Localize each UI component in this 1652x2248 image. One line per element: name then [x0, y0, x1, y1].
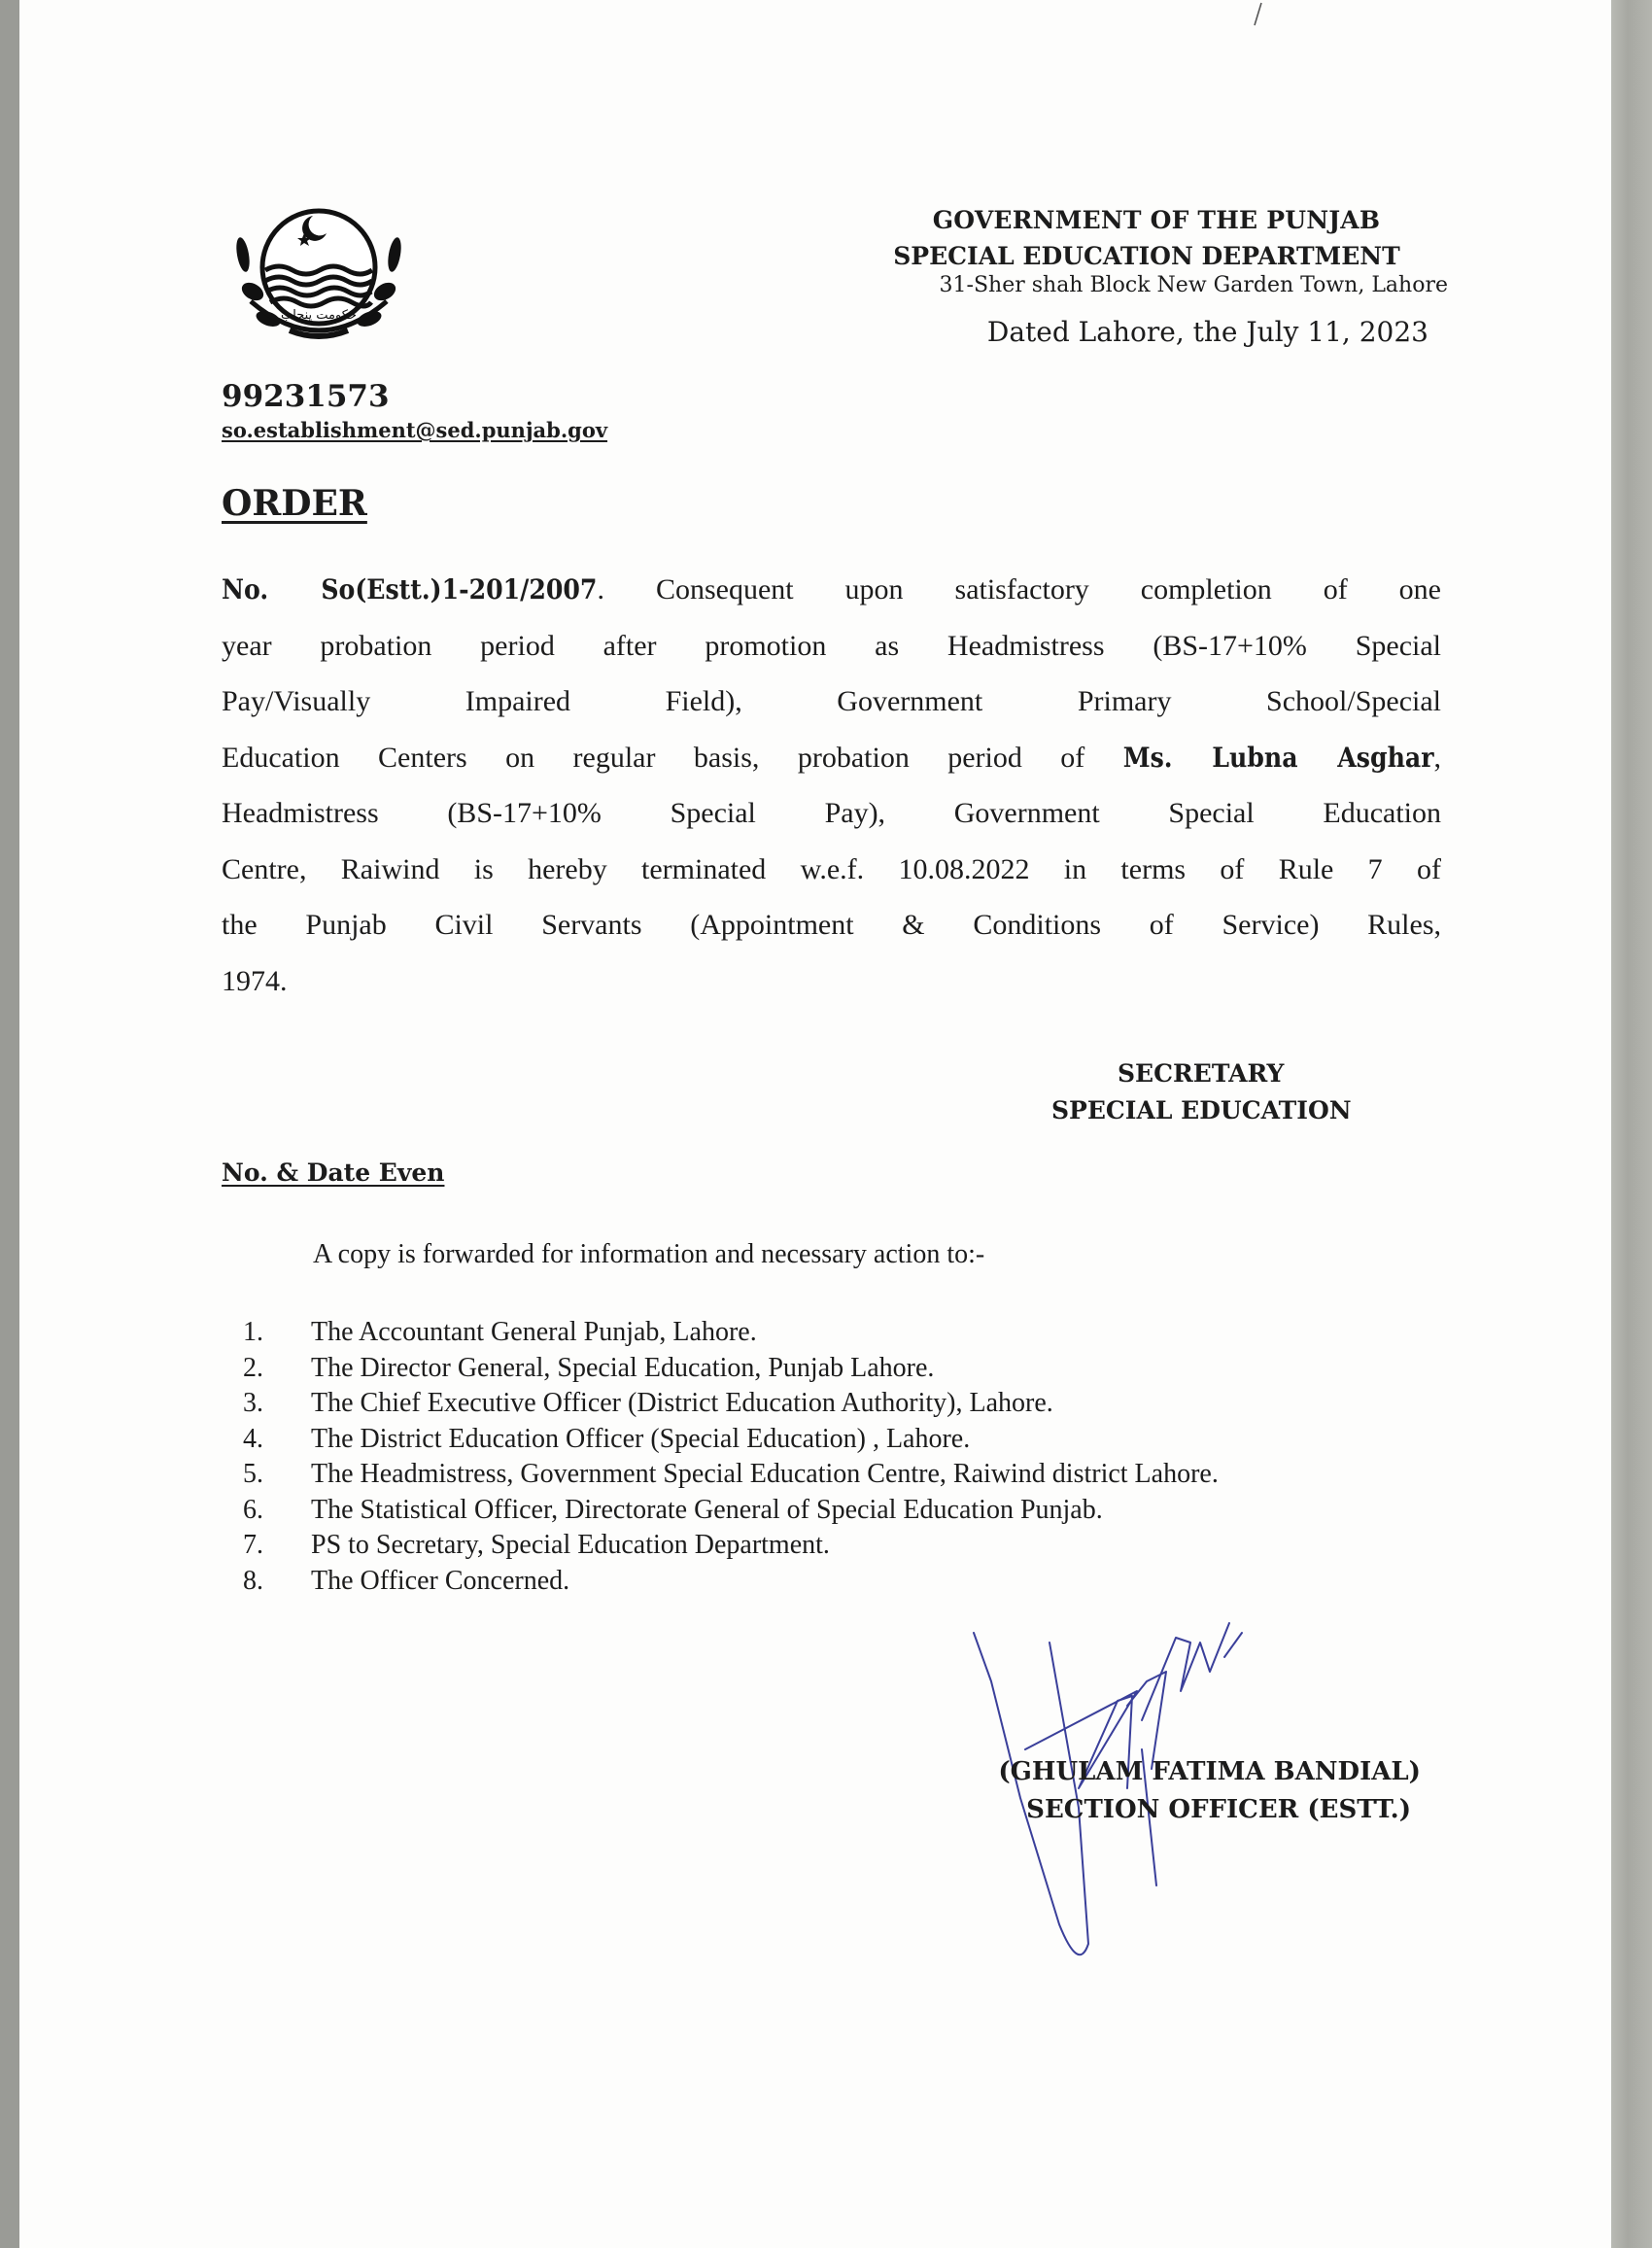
- recipient-number: 4.: [243, 1423, 263, 1454]
- order-number: No. So(Estt.)1-201/2007: [222, 573, 598, 605]
- recipient-text: PS to Secretary, Special Education Department.: [311, 1530, 830, 1560]
- signatory-name: (GHULAM FATIMA BANDIAL): [998, 1757, 1421, 1786]
- recipient-item: [243, 1386, 1438, 1422]
- order-text: Education Centers on regular basis, probation period of: [222, 741, 1123, 774]
- order-text: year probation period after promotion as Headmistress (BS-17+10% Special: [222, 629, 1441, 662]
- order-body-line: [222, 730, 1441, 786]
- recipient-item: [243, 1564, 1438, 1600]
- scanner-border-left: [0, 0, 19, 2248]
- order-text: ,: [1433, 741, 1441, 774]
- letterhead-department: SPECIAL EDUCATION DEPARTMENT: [893, 242, 1400, 270]
- letterhead-address: 31-Sher shah Block New Garden Town, Lahore: [939, 273, 1448, 297]
- recipient-text: The Director General, Special Education, Punjab Lahore.: [311, 1352, 935, 1383]
- no-date-even-heading: No. & Date Even: [222, 1159, 445, 1187]
- order-body-line: [222, 674, 1441, 730]
- recipient-text: The Statistical Officer, Directorate General of Special Education Punjab.: [311, 1494, 1103, 1525]
- order-body-line: [222, 785, 1441, 842]
- order-text: Pay/Visually Impaired Field), Government Primary School/Special: [222, 685, 1441, 717]
- order-body-line: [222, 562, 1441, 618]
- punjab-emblem-logo: [231, 194, 406, 350]
- order-text: . Consequent upon satisfactory completion of one: [597, 573, 1441, 605]
- order-body-line: [222, 897, 1441, 953]
- emblem-urdu-text: حکومت پنجاب: [281, 308, 357, 323]
- recipient-number: 8.: [243, 1565, 263, 1596]
- recipient-text: The Officer Concerned.: [311, 1565, 570, 1596]
- recipient-number: 1.: [243, 1317, 263, 1347]
- order-text: the Punjab Civil Servants (Appointment & Conditions of Service) Rules,: [222, 909, 1441, 941]
- recipient-item: [243, 1315, 1438, 1351]
- recipient-item: [243, 1493, 1438, 1529]
- recipient-text: The District Education Officer (Special Education) , Lahore.: [311, 1423, 971, 1454]
- recipient-list: [243, 1315, 1438, 1599]
- issuer-department: SPECIAL EDUCATION: [1051, 1096, 1352, 1124]
- recipient-item: [243, 1422, 1438, 1458]
- officer-name: Ms. Lubna Asghar: [1122, 741, 1434, 774]
- recipient-number: 5.: [243, 1459, 263, 1489]
- recipient-item: [243, 1528, 1438, 1564]
- pen-mark: [1252, 2, 1263, 27]
- order-text: 1974.: [222, 964, 288, 997]
- order-heading: ORDER: [222, 483, 367, 524]
- scanner-border-right: [1611, 0, 1652, 2248]
- letterhead-government: GOVERNMENT OF THE PUNJAB: [932, 206, 1381, 234]
- order-text: Centre, Raiwind is hereby terminated w.e.f. 10.08.2022 in terms of Rule 7 of: [222, 852, 1441, 885]
- recipient-item: [243, 1457, 1438, 1493]
- recipient-number: 2.: [243, 1352, 263, 1383]
- recipient-number: 3.: [243, 1388, 263, 1418]
- recipient-text: The Accountant General Punjab, Lahore.: [311, 1317, 757, 1347]
- recipient-text: The Chief Executive Officer (District Education Authority), Lahore.: [311, 1388, 1053, 1418]
- recipient-text: The Headmistress, Government Special Education Centre, Raiwind district Lahore.: [311, 1459, 1219, 1489]
- order-body: [222, 562, 1441, 1009]
- signatory-title: SECTION OFFICER (ESTT.): [1026, 1795, 1411, 1824]
- order-body-line: [222, 842, 1441, 898]
- email-link[interactable]: so.establishment@sed.punjab.gov: [222, 418, 608, 442]
- order-body-line: [222, 618, 1441, 674]
- letter-date: Dated Lahore, the July 11, 2023: [986, 316, 1428, 348]
- recipient-item: [243, 1351, 1438, 1387]
- forwarding-intro: A copy is forwarded for information and necessary action to:-: [313, 1239, 985, 1269]
- phone-number: 99231573: [222, 379, 390, 414]
- issuer-secretary: SECRETARY: [1118, 1059, 1285, 1088]
- order-text: Headmistress (BS-17+10% Special Pay), Government Special Education: [222, 797, 1441, 829]
- order-body-line: [222, 953, 1441, 1010]
- handwritten-signature: [933, 1613, 1283, 1973]
- recipient-number: 7.: [243, 1530, 263, 1560]
- recipient-number: 6.: [243, 1494, 263, 1525]
